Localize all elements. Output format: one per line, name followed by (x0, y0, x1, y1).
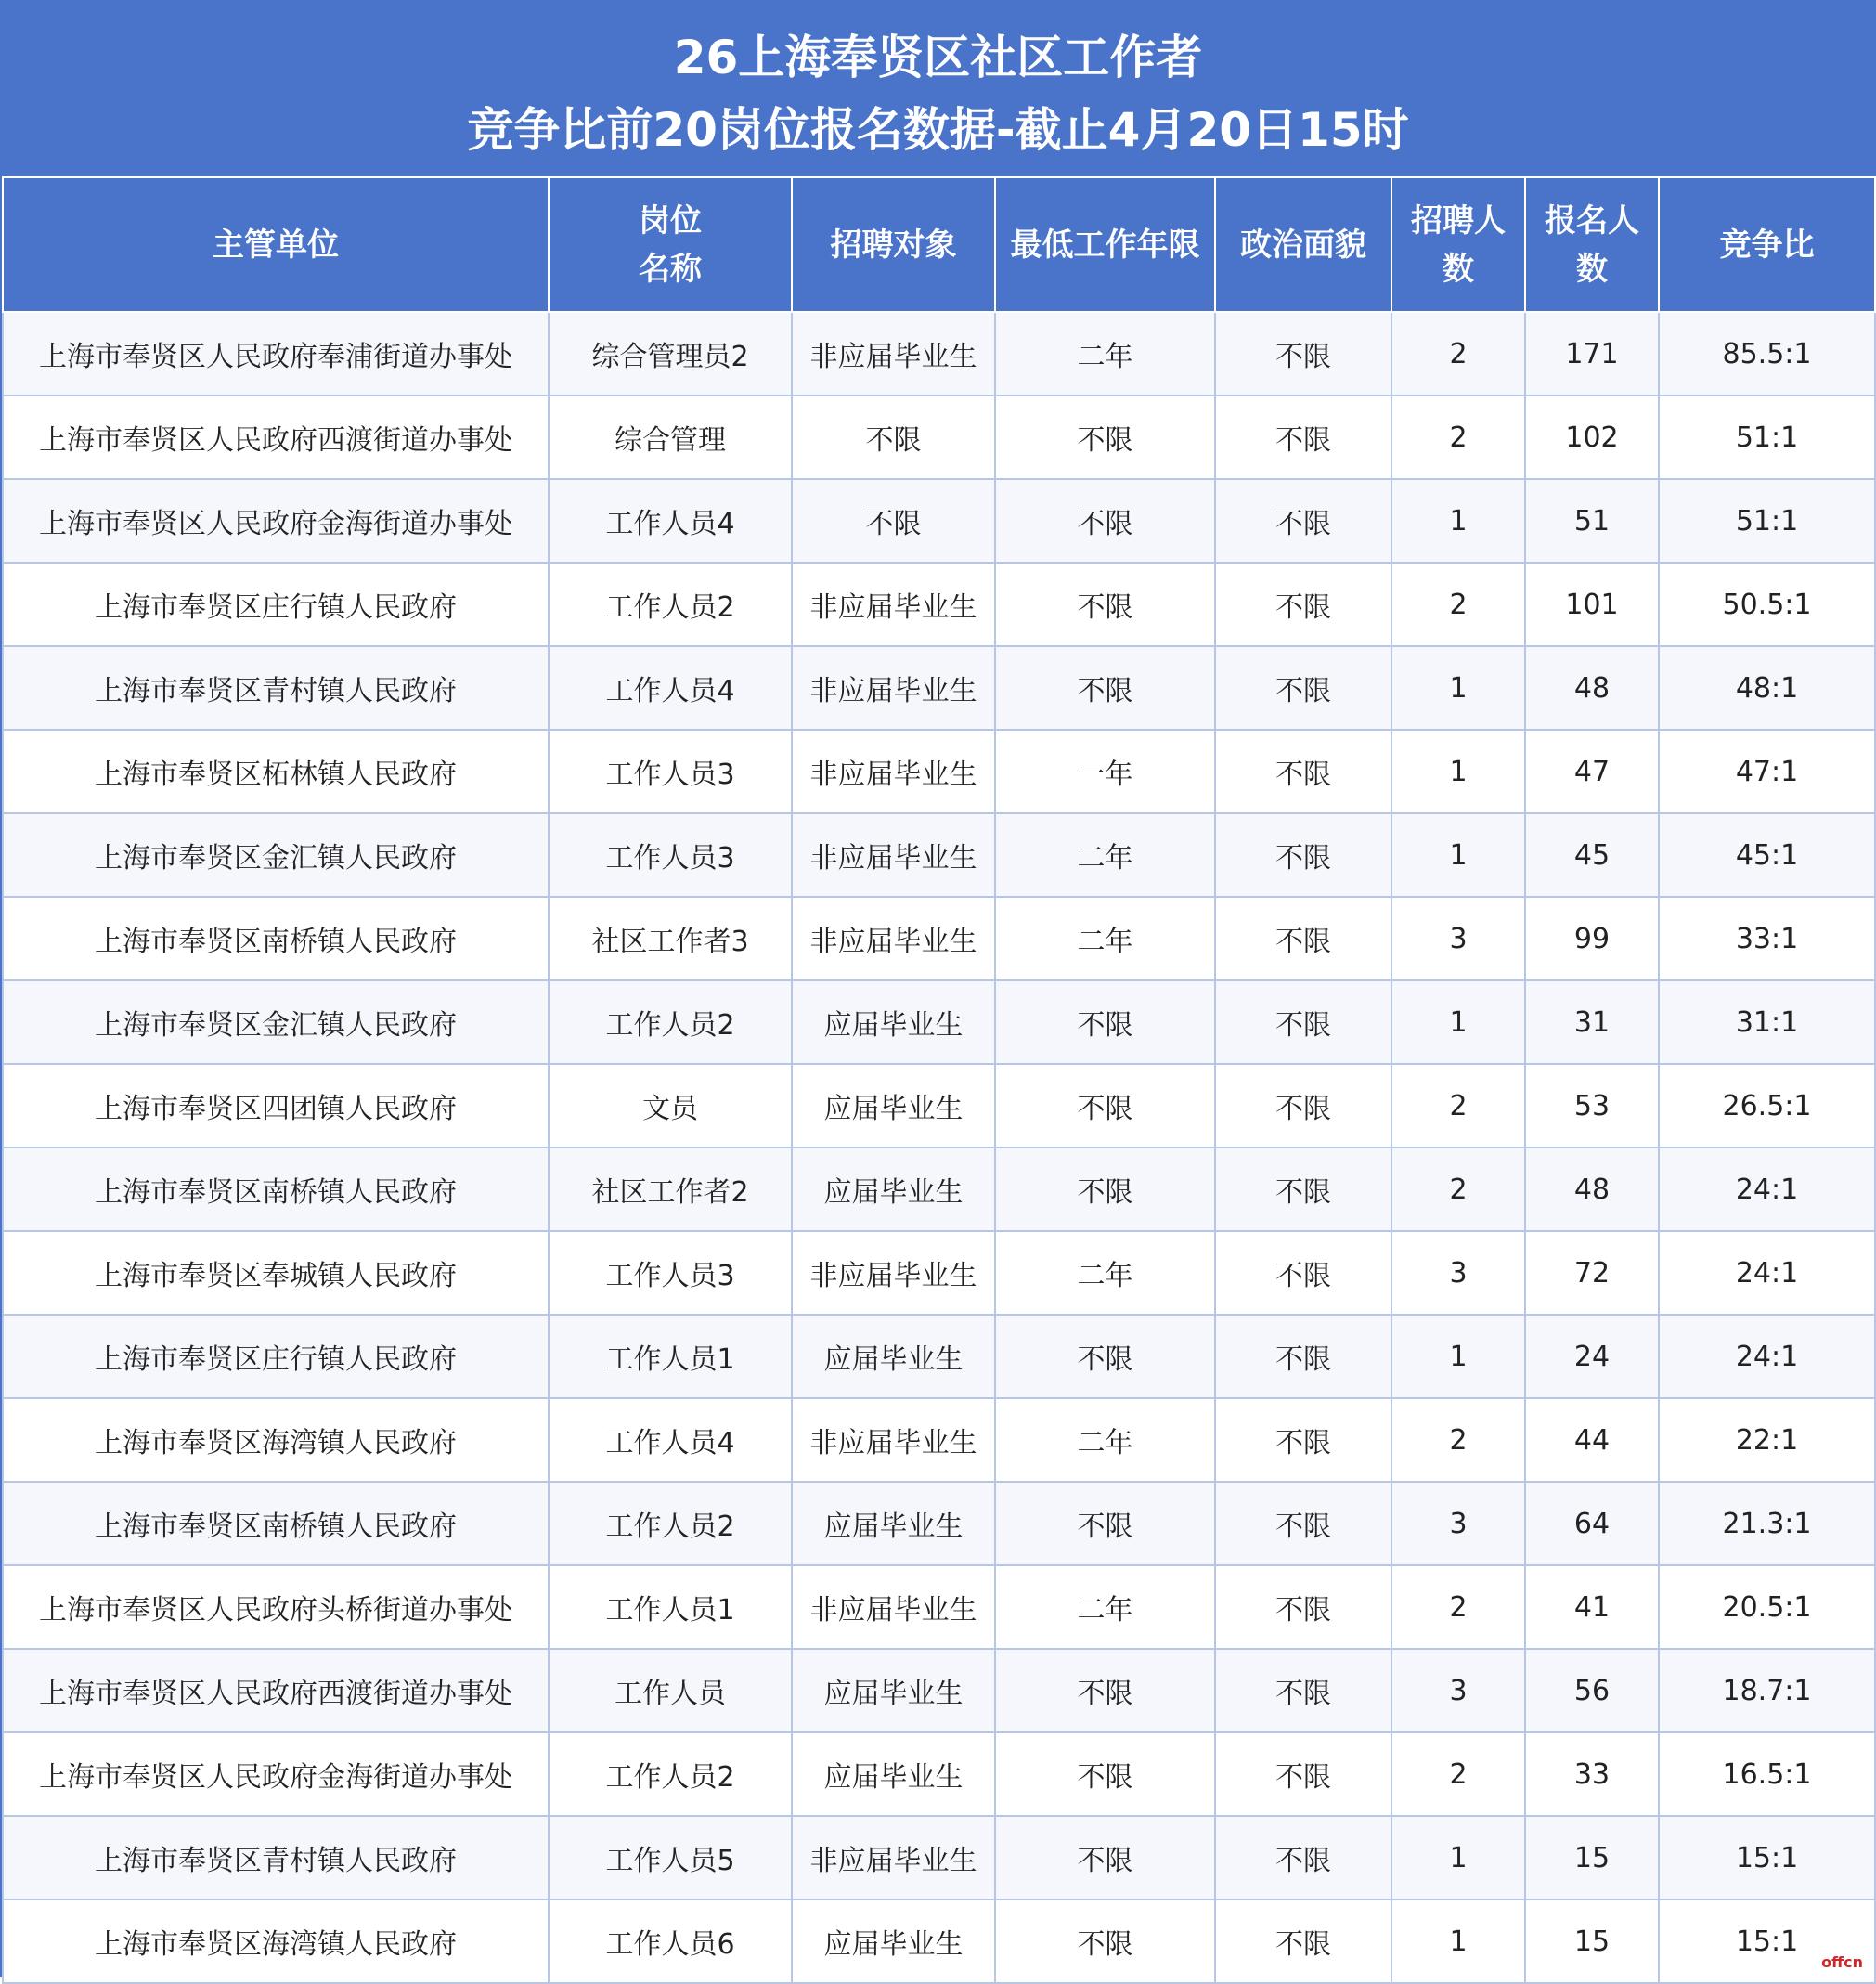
cell-applicants: 44 (1525, 1398, 1659, 1482)
cell-political: 不限 (1215, 1900, 1391, 1983)
cell-min-years: 二年 (995, 312, 1215, 396)
page-title (2, 2, 1874, 176)
cell-political: 不限 (1215, 1732, 1391, 1816)
cell-applicants: 33 (1525, 1732, 1659, 1816)
cell-min-years: 不限 (995, 1315, 1215, 1398)
header-position (549, 177, 792, 312)
cell-min-years: 二年 (995, 897, 1215, 980)
table-row (3, 1649, 1875, 1732)
cell-applicants: 48 (1525, 1148, 1659, 1231)
cell-ratio: 85.5:1 (1659, 312, 1875, 396)
cell-unit: 上海市奉贤区青村镇人民政府 (3, 1816, 549, 1900)
cell-unit: 上海市奉贤区人民政府金海街道办事处 (3, 1732, 549, 1816)
cell-position: 工作人员3 (549, 813, 792, 897)
cell-ratio: 33:1 (1659, 897, 1875, 980)
cell-applicants: 171 (1525, 312, 1659, 396)
cell-position: 社区工作者3 (549, 897, 792, 980)
cell-political: 不限 (1215, 1231, 1391, 1315)
cell-target: 应届毕业生 (792, 1064, 995, 1148)
cell-ratio: 22:1 (1659, 1398, 1875, 1482)
cell-hire: 1 (1391, 1816, 1525, 1900)
table-row (3, 1398, 1875, 1482)
cell-target: 应届毕业生 (792, 1482, 995, 1565)
cell-unit: 上海市奉贤区青村镇人民政府 (3, 646, 549, 730)
cell-applicants: 99 (1525, 897, 1659, 980)
cell-hire: 1 (1391, 479, 1525, 563)
cell-ratio: 20.5:1 (1659, 1565, 1875, 1649)
cell-ratio: 26.5:1 (1659, 1064, 1875, 1148)
cell-position: 工作人员2 (549, 563, 792, 646)
cell-position: 工作人员 (549, 1649, 792, 1732)
table-row (3, 1482, 1875, 1565)
cell-position: 文员 (549, 1064, 792, 1148)
cell-position: 工作人员3 (549, 1231, 792, 1315)
cell-unit: 上海市奉贤区金汇镇人民政府 (3, 980, 549, 1064)
cell-hire: 1 (1391, 980, 1525, 1064)
cell-min-years: 不限 (995, 1900, 1215, 1983)
cell-ratio: 21.3:1 (1659, 1482, 1875, 1565)
cell-political: 不限 (1215, 980, 1391, 1064)
cell-unit: 上海市奉贤区人民政府金海街道办事处 (3, 479, 549, 563)
cell-political: 不限 (1215, 1148, 1391, 1231)
cell-ratio: 18.7:1 (1659, 1649, 1875, 1732)
header-applicants-line-2: 数 (1576, 250, 1608, 288)
cell-target: 非应届毕业生 (792, 813, 995, 897)
cell-unit: 上海市奉贤区金汇镇人民政府 (3, 813, 549, 897)
cell-position: 工作人员2 (549, 980, 792, 1064)
cell-political: 不限 (1215, 1398, 1391, 1482)
cell-target: 非应届毕业生 (792, 897, 995, 980)
table-row (3, 563, 1875, 646)
cell-hire: 3 (1391, 1231, 1525, 1315)
cell-applicants: 101 (1525, 563, 1659, 646)
cell-ratio: 47:1 (1659, 730, 1875, 813)
cell-applicants: 102 (1525, 396, 1659, 479)
cell-political: 不限 (1215, 1816, 1391, 1900)
cell-unit: 上海市奉贤区海湾镇人民政府 (3, 1900, 549, 1983)
cell-min-years: 不限 (995, 396, 1215, 479)
cell-position: 社区工作者2 (549, 1148, 792, 1231)
cell-min-years: 一年 (995, 730, 1215, 813)
cell-political: 不限 (1215, 1482, 1391, 1565)
cell-applicants: 56 (1525, 1649, 1659, 1732)
cell-unit: 上海市奉贤区南桥镇人民政府 (3, 1482, 549, 1565)
cell-position: 工作人员1 (549, 1565, 792, 1649)
cell-political: 不限 (1215, 646, 1391, 730)
cell-political: 不限 (1215, 813, 1391, 897)
cell-target: 非应届毕业生 (792, 312, 995, 396)
cell-applicants: 41 (1525, 1565, 1659, 1649)
header-ratio: 竞争比 (1659, 177, 1875, 312)
cell-target: 应届毕业生 (792, 1148, 995, 1231)
cell-hire: 2 (1391, 563, 1525, 646)
cell-position: 综合管理员2 (549, 312, 792, 396)
cell-position: 工作人员4 (549, 646, 792, 730)
cell-hire: 1 (1391, 730, 1525, 813)
cell-applicants: 53 (1525, 1064, 1659, 1148)
table-row (3, 1732, 1875, 1816)
cell-unit: 上海市奉贤区南桥镇人民政府 (3, 1148, 549, 1231)
cell-position: 工作人员4 (549, 1398, 792, 1482)
table-row (3, 1148, 1875, 1231)
cell-min-years: 不限 (995, 563, 1215, 646)
cell-hire: 1 (1391, 813, 1525, 897)
header-position-line-1: 岗位 (639, 201, 702, 240)
cell-unit: 上海市奉贤区人民政府奉浦街道办事处 (3, 312, 549, 396)
cell-min-years: 二年 (995, 813, 1215, 897)
cell-target: 非应届毕业生 (792, 646, 995, 730)
cell-min-years: 二年 (995, 1398, 1215, 1482)
cell-target: 应届毕业生 (792, 1900, 995, 1983)
cell-target: 应届毕业生 (792, 1649, 995, 1732)
table-row (3, 1315, 1875, 1398)
cell-target: 非应届毕业生 (792, 730, 995, 813)
cell-position: 综合管理 (549, 396, 792, 479)
cell-min-years: 不限 (995, 980, 1215, 1064)
cell-political: 不限 (1215, 1315, 1391, 1398)
cell-unit: 上海市奉贤区海湾镇人民政府 (3, 1398, 549, 1482)
cell-ratio: 24:1 (1659, 1231, 1875, 1315)
cell-hire: 3 (1391, 1649, 1525, 1732)
cell-political: 不限 (1215, 1649, 1391, 1732)
cell-target: 非应届毕业生 (792, 1231, 995, 1315)
cell-political: 不限 (1215, 897, 1391, 980)
cell-target: 不限 (792, 396, 995, 479)
table-row (3, 396, 1875, 479)
header-hire-line-2: 数 (1443, 250, 1474, 288)
table-body (3, 312, 1875, 1983)
cell-political: 不限 (1215, 479, 1391, 563)
cell-applicants: 48 (1525, 646, 1659, 730)
table-row (3, 897, 1875, 980)
cell-target: 非应届毕业生 (792, 563, 995, 646)
cell-hire: 1 (1391, 1900, 1525, 1983)
table-row (3, 1565, 1875, 1649)
cell-political: 不限 (1215, 396, 1391, 479)
table-row (3, 813, 1875, 897)
header-unit: 主管单位 (3, 177, 549, 312)
table-row (3, 1064, 1875, 1148)
cell-unit: 上海市奉贤区人民政府西渡街道办事处 (3, 1649, 549, 1732)
cell-political: 不限 (1215, 1064, 1391, 1148)
cell-hire: 2 (1391, 1148, 1525, 1231)
table-header-row (3, 177, 1875, 312)
cell-hire: 2 (1391, 396, 1525, 479)
cell-hire: 1 (1391, 1315, 1525, 1398)
cell-applicants: 64 (1525, 1482, 1659, 1565)
cell-ratio: 24:1 (1659, 1315, 1875, 1398)
cell-applicants: 72 (1525, 1231, 1659, 1315)
cell-hire: 2 (1391, 1398, 1525, 1482)
cell-hire: 2 (1391, 1732, 1525, 1816)
cell-min-years: 不限 (995, 1482, 1215, 1565)
header-applicants-line-1: 报名人 (1545, 201, 1639, 240)
table-row (3, 980, 1875, 1064)
table-row (3, 646, 1875, 730)
cell-ratio: 16.5:1 (1659, 1732, 1875, 1816)
cell-position: 工作人员5 (549, 1816, 792, 1900)
cell-unit: 上海市奉贤区人民政府头桥街道办事处 (3, 1565, 549, 1649)
cell-political: 不限 (1215, 730, 1391, 813)
cell-unit: 上海市奉贤区四团镇人民政府 (3, 1064, 549, 1148)
cell-min-years: 不限 (995, 1816, 1215, 1900)
cell-unit: 上海市奉贤区庄行镇人民政府 (3, 563, 549, 646)
cell-min-years: 二年 (995, 1565, 1215, 1649)
cell-target: 应届毕业生 (792, 980, 995, 1064)
cell-position: 工作人员2 (549, 1482, 792, 1565)
header-min-years: 最低工作年限 (995, 177, 1215, 312)
cell-political: 不限 (1215, 312, 1391, 396)
table-row (3, 479, 1875, 563)
header-hire-line-1: 招聘人 (1411, 201, 1506, 240)
cell-unit: 上海市奉贤区奉城镇人民政府 (3, 1231, 549, 1315)
cell-applicants: 15 (1525, 1900, 1659, 1983)
cell-hire: 2 (1391, 312, 1525, 396)
cell-applicants: 51 (1525, 479, 1659, 563)
cell-ratio: 50.5:1 (1659, 563, 1875, 646)
cell-target: 非应届毕业生 (792, 1398, 995, 1482)
cell-applicants: 24 (1525, 1315, 1659, 1398)
table-row (3, 1900, 1875, 1983)
cell-position: 工作人员1 (549, 1315, 792, 1398)
cell-position: 工作人员2 (549, 1732, 792, 1816)
cell-hire: 1 (1391, 646, 1525, 730)
table-row (3, 312, 1875, 396)
cell-hire: 3 (1391, 897, 1525, 980)
header-applicants (1525, 177, 1659, 312)
cell-unit: 上海市奉贤区人民政府西渡街道办事处 (3, 396, 549, 479)
cell-hire: 3 (1391, 1482, 1525, 1565)
cell-ratio: 45:1 (1659, 813, 1875, 897)
title-line-1: 26上海奉贤区社区工作者 (673, 31, 1203, 84)
cell-unit: 上海市奉贤区庄行镇人民政府 (3, 1315, 549, 1398)
cell-hire: 2 (1391, 1565, 1525, 1649)
cell-ratio: 15:1 (1659, 1816, 1875, 1900)
cell-min-years: 不限 (995, 1064, 1215, 1148)
cell-position: 工作人员3 (549, 730, 792, 813)
cell-target: 应届毕业生 (792, 1315, 995, 1398)
cell-ratio: 51:1 (1659, 479, 1875, 563)
table-row (3, 730, 1875, 813)
header-position-line-2: 名称 (639, 250, 702, 288)
cell-ratio: 24:1 (1659, 1148, 1875, 1231)
cell-target: 不限 (792, 479, 995, 563)
header-hire (1391, 177, 1525, 312)
cell-unit: 上海市奉贤区柘林镇人民政府 (3, 730, 549, 813)
table-row (3, 1816, 1875, 1900)
cell-min-years: 不限 (995, 479, 1215, 563)
cell-unit: 上海市奉贤区南桥镇人民政府 (3, 897, 549, 980)
cell-min-years: 二年 (995, 1231, 1215, 1315)
cell-political: 不限 (1215, 563, 1391, 646)
cell-min-years: 不限 (995, 1148, 1215, 1231)
data-table (2, 176, 1876, 1984)
header-political: 政治面貌 (1215, 177, 1391, 312)
cell-target: 非应届毕业生 (792, 1565, 995, 1649)
cell-hire: 2 (1391, 1064, 1525, 1148)
cell-min-years: 不限 (995, 1649, 1215, 1732)
cell-min-years: 不限 (995, 646, 1215, 730)
table-row (3, 1231, 1875, 1315)
cell-ratio: 48:1 (1659, 646, 1875, 730)
cell-position: 工作人员6 (549, 1900, 792, 1983)
cell-applicants: 15 (1525, 1816, 1659, 1900)
cell-ratio: 15:1 (1659, 1900, 1875, 1983)
cell-political: 不限 (1215, 1565, 1391, 1649)
header-target: 招聘对象 (792, 177, 995, 312)
cell-position: 工作人员4 (549, 479, 792, 563)
cell-ratio: 51:1 (1659, 396, 1875, 479)
watermark-logo: offcn (1821, 1953, 1863, 1971)
cell-target: 应届毕业生 (792, 1732, 995, 1816)
cell-applicants: 47 (1525, 730, 1659, 813)
cell-target: 非应届毕业生 (792, 1816, 995, 1900)
title-line-2: 竞争比前20岗位报名数据-截止4月20日15时 (467, 103, 1409, 157)
cell-applicants: 31 (1525, 980, 1659, 1064)
cell-applicants: 45 (1525, 813, 1659, 897)
cell-ratio: 31:1 (1659, 980, 1875, 1064)
cell-min-years: 不限 (995, 1732, 1215, 1816)
